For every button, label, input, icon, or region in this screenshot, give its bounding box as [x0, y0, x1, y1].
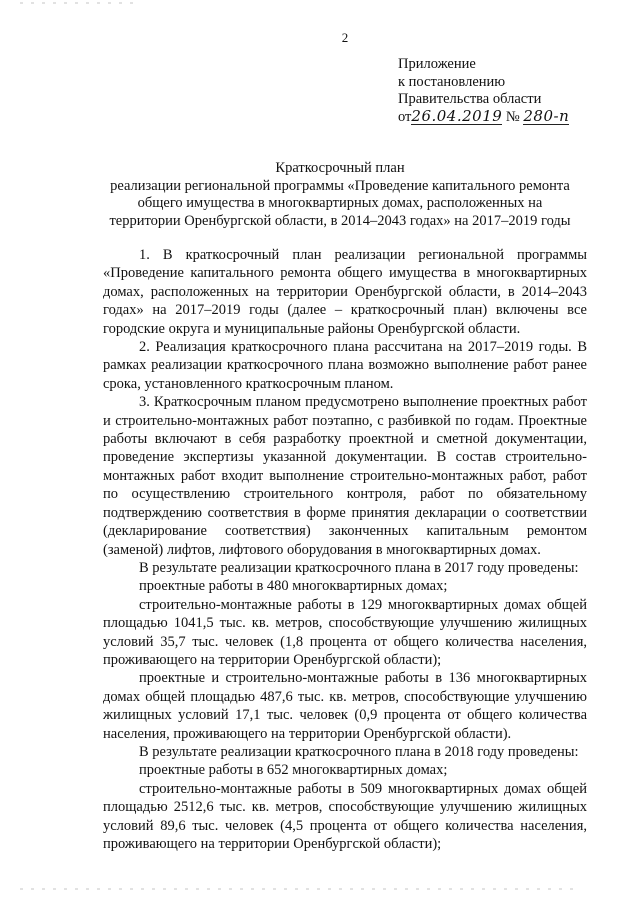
paragraph: проектные работы в 652 многоквартирных домах; [139, 762, 448, 779]
paragraph: 2. Реализация краткосрочного плана рассчитана на 2017–2019 годы. В рамках реализации краткосрочного плана возможно выполнение работ ранее срока, установленного краткосрочным планом. [103, 339, 587, 392]
appendix-line-1: Приложение [398, 56, 476, 72]
paragraph: В результате реализации краткосрочного плана в 2017 году проведены: [139, 559, 579, 576]
number-prefix: № [505, 108, 520, 125]
page-number: 2 [341, 30, 349, 45]
title-line-4: территории Оренбургской области, в 2014–2043 годах» на 2017–2019 годы [109, 212, 571, 229]
paragraph: проектные и строительно-монтажные работы в 136 многоквартирных домах общей площадью 487,6 тыс. кв. метров, способствующие улучшению жилищных условий 17,1 тыс. человек (0,9 процента от общего количества населения, проживающего на территории Оренбургской области). [103, 670, 587, 742]
paragraph: строительно-монтажные работы в 129 многоквартирных домах общей площадью 1041,5 тыс. кв. метров, способствующие улучшению жилищных условий 35,7 тыс. человек (1,8 процента от общего количества населения, проживающего на территории Оренбургской области); [103, 596, 587, 668]
scan-artifact-top [20, 2, 140, 4]
appendix-line-2: к постановлению [398, 73, 506, 90]
document-title [80, 160, 600, 230]
paragraph: 3. Краткосрочным планом предусмотрено выполнение проектных работ и строительно-монтажных работ поэтапно, с разбивкой по годам. Проектные работы включают в себя разработку проектной и сметной документации, проведение экспертизы указанной документации. В состав строительно-монтажных работ входит выполнение строительно-монтажных работ, работ по осуществлению строительного контроля, работ по обязательному подтверждению соответствия в форме принятия декларации о соответствии (декларирование соответствия) законченных капитальным ремонтом (заменой) лифтов, лифтового оборудования в многоквартирных домах. [103, 394, 587, 558]
paragraph: 1. В краткосрочный план реализации региональной программы «Проведение капитального ремонта общего имущества в многоквартирных домах, расположенных на территории Оренбургской области, в 2014–2043 годах» на 2017–2019 годы (далее – краткосрочный план) включены все городские округа и муниципальные районы Оренбургской области. [103, 247, 587, 337]
paragraph: В результате реализации краткосрочного плана в 2018 году проведены: [139, 743, 579, 760]
paragraph: проектные работы в 480 многоквартирных домах; [139, 578, 448, 595]
paragraph: строительно-монтажные работы в 509 многоквартирных домах общей площадью 2512,6 тыс. кв. метров, способствующие улучшению жилищных условий 89,6 тыс. человек (4,5 процента от общего количества населения, проживающего на территории Оренбургской области); [103, 780, 587, 852]
date-prefix: от [398, 108, 412, 125]
title-line-1: Краткосрочный план [275, 160, 405, 176]
handwritten-date: 26.04.2019 [411, 106, 503, 125]
appendix-line-3: Правительства области [398, 91, 542, 107]
appendix-date-line [398, 106, 630, 127]
body-text [103, 246, 587, 853]
scan-artifact-bottom [20, 888, 580, 890]
handwritten-number: 280-п [523, 106, 570, 125]
title-line-2: реализации региональной программы «Проведение капитального ремонта [110, 177, 570, 194]
appendix-block [398, 56, 630, 126]
title-line-3: общего имущества в многоквартирных домах, расположенных на [137, 195, 543, 211]
